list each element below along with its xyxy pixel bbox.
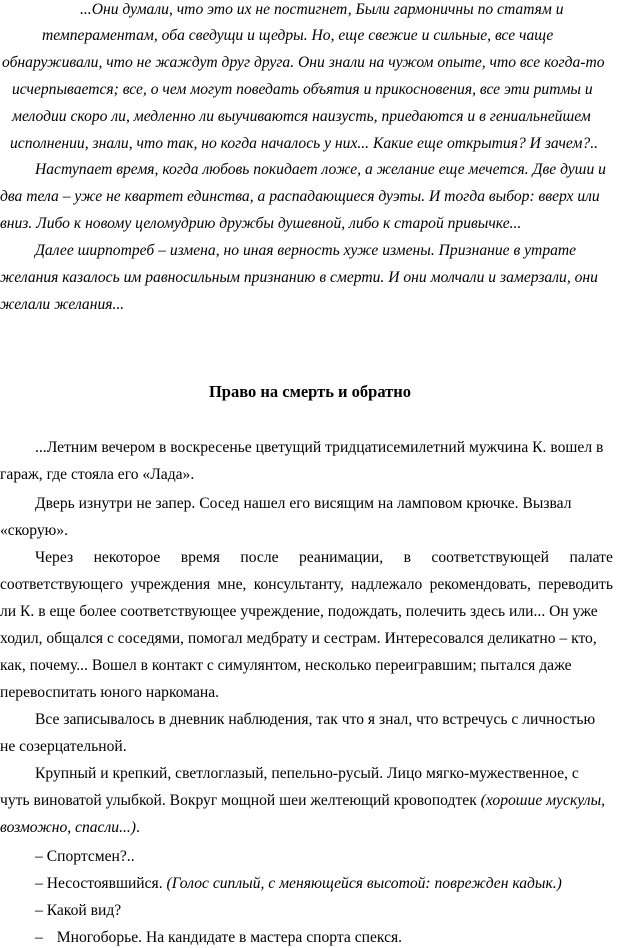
text-line: Наступает время, когда любовь покидает ложе, а желание еще мечется. Две души и (35, 161, 606, 178)
text-segment: чуть виноватой улыбкой. Вокруг мощной шеи желтеющий кровоподтек (0, 792, 477, 809)
dialogue-line: – Какой вид? (35, 902, 122, 919)
dash: – (35, 929, 43, 946)
text-segment: – Несостоявшийся. (35, 875, 163, 892)
text-segment-italic: (Голос сиплый, с меняющейся высотой: поврежден кадык.) (166, 875, 562, 892)
text-line: как, почему... Вошел в контакт с симулянтом, несколько переигравшим; пытался даже (0, 657, 572, 674)
word: учреждения (130, 576, 211, 593)
text-line: исчерпывается; все, о чем могут поведать объятия и прикосновения, все эти ритмы и (12, 81, 593, 98)
text-line (0, 791, 605, 811)
text-segment-italic: возможно, спасли...) (0, 819, 136, 836)
text-line: исполнении, знали, что так, но когда началось у них... Какие еще открытия? И зачем?.. (10, 135, 599, 152)
text-line: мелодии скоро ли, медленно ли выучиваются наизусть, приедаются и в гениальнейшем (12, 108, 591, 125)
text-segment-italic: (хорошие мускулы, (480, 792, 606, 809)
text-line: ходил, общался с соседями, помогал медбрату и сестрам. Интересовался деликатно – кто, (0, 630, 597, 647)
section-title: Право на смерть и обратно (208, 382, 412, 401)
word: рекомендовать, (429, 576, 531, 593)
text-line-justified (35, 548, 613, 568)
word: консультанту, (253, 576, 344, 593)
text-line: Крупный и крепкий, светлоглазый, пепельно-русый. Лицо мягко-мужественное, с (35, 765, 579, 782)
dialogue-line (35, 928, 402, 948)
word: после (240, 549, 279, 566)
text-line: ли К. в еще более соответствующее учреждение, подождать, полечить здесь или... Он уже (0, 603, 598, 620)
text-line: перевоспитать юного наркомана. (0, 684, 220, 701)
dialogue-line: – Спортсмен?.. (35, 848, 135, 865)
text-segment: . (135, 819, 140, 836)
word: мне, (217, 576, 247, 593)
text-line: «скорую». (0, 522, 69, 539)
text-line: желали желания... (0, 296, 125, 313)
word: Через (35, 549, 74, 566)
text-line: обнаруживали, что не жаждут друг друга. Они знали на чужом опыте, что все когда-то (2, 54, 605, 71)
text-line: вниз. Либо к новому целомудрию дружбы душевной, либо к старой привычке... (0, 215, 522, 232)
text-line: ...Летним вечером в воскресенье цветущий тридцатисемилетний мужчина К. вошел в (35, 439, 604, 456)
text-line-justified (0, 575, 613, 595)
word: надлежало (351, 576, 423, 593)
text-line: желания казалось им равносильным признанию в смерти. И они молчали и замерзали, они (0, 269, 598, 286)
word: палате (569, 549, 613, 566)
text-line: Далее ширпотреб – измена, но иная верность хуже измены. Признание в утрате (35, 242, 577, 259)
word: соответствующей (431, 549, 550, 566)
text-line: два тела – уже не квартет единства, а распадающиеся дуэты. И тогда выбор: вверх или (0, 188, 600, 205)
word: некоторое (93, 549, 161, 566)
text-line: гараж, где стояла его «Лада». (0, 466, 195, 483)
word: реанимации, (298, 549, 384, 566)
dialogue-line (35, 874, 562, 894)
text-line (0, 818, 140, 838)
text-line: ...Они думали, что это их не постигнет, Были гармоничны по статям и (80, 1, 564, 18)
text-line: темпераментам, оба сведущи и щедры. Но, еще свежие и сильные, все чаще (42, 27, 554, 44)
text-segment: Многоборье. На кандидате в мастера спорта спекся. (56, 929, 403, 946)
text-line: не созерцательной. (0, 738, 127, 755)
word: соответствующего (0, 576, 124, 593)
word: переводить (538, 576, 613, 593)
text-line: Дверь изнутри не запер. Сосед нашел его висящим на ламповом крючке. Вызвал (35, 495, 572, 512)
text-line: Все записывалось в дневник наблюдения, так что я знал, что встречусь с личностью (35, 711, 596, 728)
word: в (403, 549, 411, 566)
word: время (180, 549, 220, 566)
